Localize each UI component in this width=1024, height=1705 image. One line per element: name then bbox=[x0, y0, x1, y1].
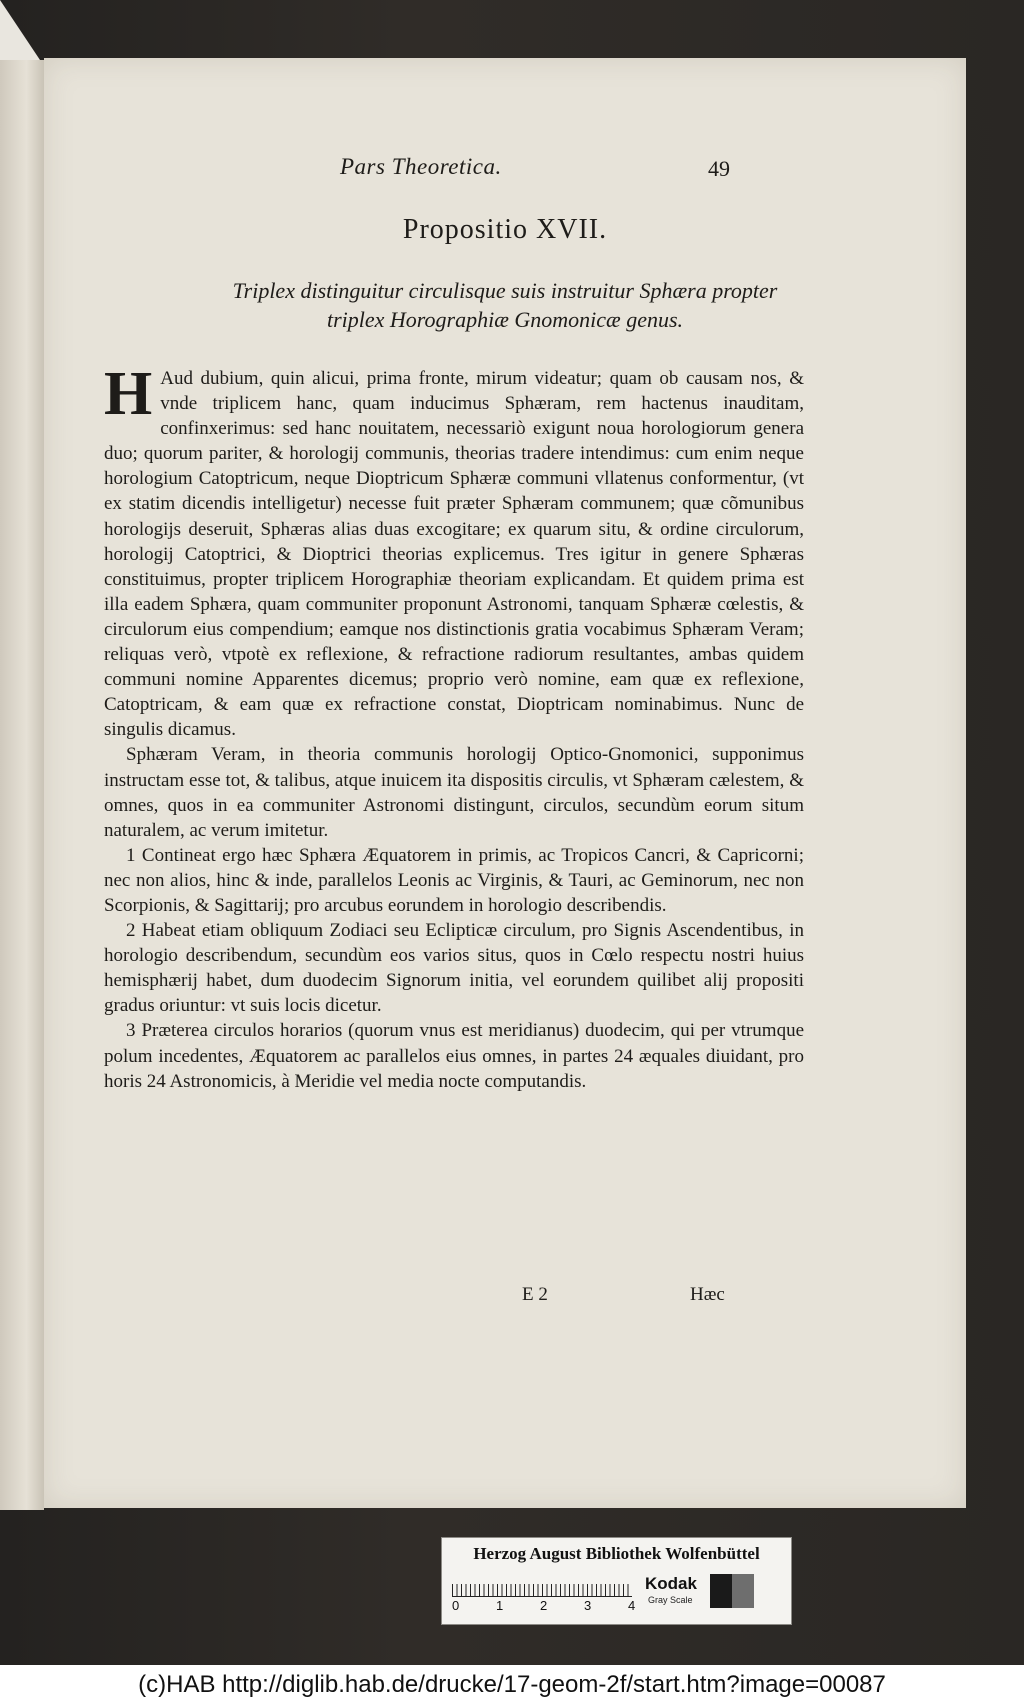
ruler-label: 4 bbox=[628, 1598, 636, 1613]
paragraph-text: Aud dubium, quin alicui, prima fronte, mirum videatur; quam ob causam nos, & vnde triplicem hanc, quam inducimus Sphæram, rem hactenus inauditam, confinxerimus: sed hanc nouitatem, necessariò exigunt noua horologiorum genera duo; quorum pariter, & horologij communis, theorias tradere intendimus: cum enim neque horologium Catoptricum, neque Dioptricum Sphæræ communi vllatenus conformentur, (vt ex statim dicendis intelligetur) necesse fuit præter Sphæram communem; quæ cõmunibus horologijs deseruit, Sphæras alias duas excogitare; ex quarum situ, & ordine circulorum, horologij Catoptrici, & Dioptrici theorias explicemus. Tres igitur in genere Sphæras constituimus, propter triplicem Horographiæ theoriam explicandam. Et quidem prima est illa eadem Sphæra, quam communiter proponunt Astronomi, tanquam Sphæræ cœlestis, & circulorum eius compendium; eamque nos distinctionis gratia vocabimus Sphæram Veram; reliquas verò, vtpotè ex reflexione, & refractione radiorum resultantes, ambas quidem communi nomine Apparentes dicemus; proprio verò nomine, eam quæ ex reflexione, Catoptricam, & eam quæ ex refractione constat, Dioptricam nominabimus. Nunc de singulis dicamus. bbox=[104, 368, 804, 741]
ruler-label: 3 bbox=[584, 1598, 592, 1613]
ruler-labels bbox=[452, 1598, 642, 1616]
paragraph: 1 Contineat ergo hæc Sphæra Æquatorem in primis, ac Tropicos Cancri, & Capricorni; nec non alios, hinc & inde, parallelos Leonis ac Virginis, & Tauri, ac Geminorum, nec non Scorpionis, & Sagittarij; pro arcubus eorundem in horologio describendis. bbox=[104, 844, 804, 916]
drop-cap: H bbox=[104, 360, 153, 428]
paragraph: 2 Habeat etiam obliquum Zodiaci seu Eclipticæ circulum, pro Signis Ascendentibus, in horologio describendum, secundùm eos varios situs, quos in Cœlo respectu nostri huius hemisphærij habet, dum duodecim Signorum initia, vel eorundem quilibet alij propositi gradus oriuntur: vt suis locis dicetur. bbox=[104, 920, 804, 1017]
proposition-subtitle bbox=[84, 276, 926, 334]
gray-patch-mid bbox=[732, 1574, 754, 1608]
catchword: Hæc bbox=[690, 1284, 725, 1305]
subtitle-line: Triplex distinguitur circulisque suis instruitur Sphæra propter bbox=[232, 278, 778, 303]
body-text bbox=[104, 360, 804, 1094]
paragraph bbox=[104, 360, 804, 742]
gray-patch-dark bbox=[710, 1574, 732, 1608]
page-number: 49 bbox=[708, 156, 730, 181]
ruler-label: 0 bbox=[452, 1598, 460, 1613]
color-target bbox=[441, 1537, 792, 1625]
subtitle-line: triplex Horographiæ Gnomonicæ genus. bbox=[326, 307, 684, 332]
scale-ruler bbox=[452, 1574, 632, 1597]
ruler-label: 2 bbox=[540, 1598, 548, 1613]
paragraph: Sphæram Veram, in theoria communis horologij Optico-Gnomonici, supponimus instructam esse tot, & talibus, atque inuicem ita dispositis circulis, vt Sphæram cælestem, & omnes, quos in ea communiter Astronomi distingunt, circulos, secundùm eorum situm naturalem, ac verum imitetur. bbox=[104, 744, 804, 841]
proposition-title: Propositio XVII. bbox=[402, 214, 608, 245]
signature-mark: E 2 bbox=[522, 1284, 548, 1305]
paragraph: 3 Præterea circulos horarios (quorum vnus est meridianus) duodecim, qui per vtrumque polum incedentes, Æquatorem ac parallelos eius omnes, in partes 24 æquales diuidant, pro horis 24 Astronomicis, à Meridie vel media nocte computandis. bbox=[104, 1020, 804, 1092]
copyright-caption: (c)HAB http://diglib.hab.de/drucke/17-geom-2f/start.htm?image=00087 bbox=[0, 1665, 1024, 1705]
kodak-logo: Kodak bbox=[645, 1574, 697, 1593]
library-name: Herzog August Bibliothek Wolfenbüttel bbox=[473, 1544, 760, 1563]
facing-page-edge bbox=[0, 60, 44, 1510]
ruler-label: 1 bbox=[496, 1598, 504, 1613]
gray-scale-label: Gray Scale bbox=[648, 1595, 693, 1605]
book-page bbox=[44, 58, 966, 1508]
running-head: Pars Theoretica. bbox=[340, 154, 502, 179]
